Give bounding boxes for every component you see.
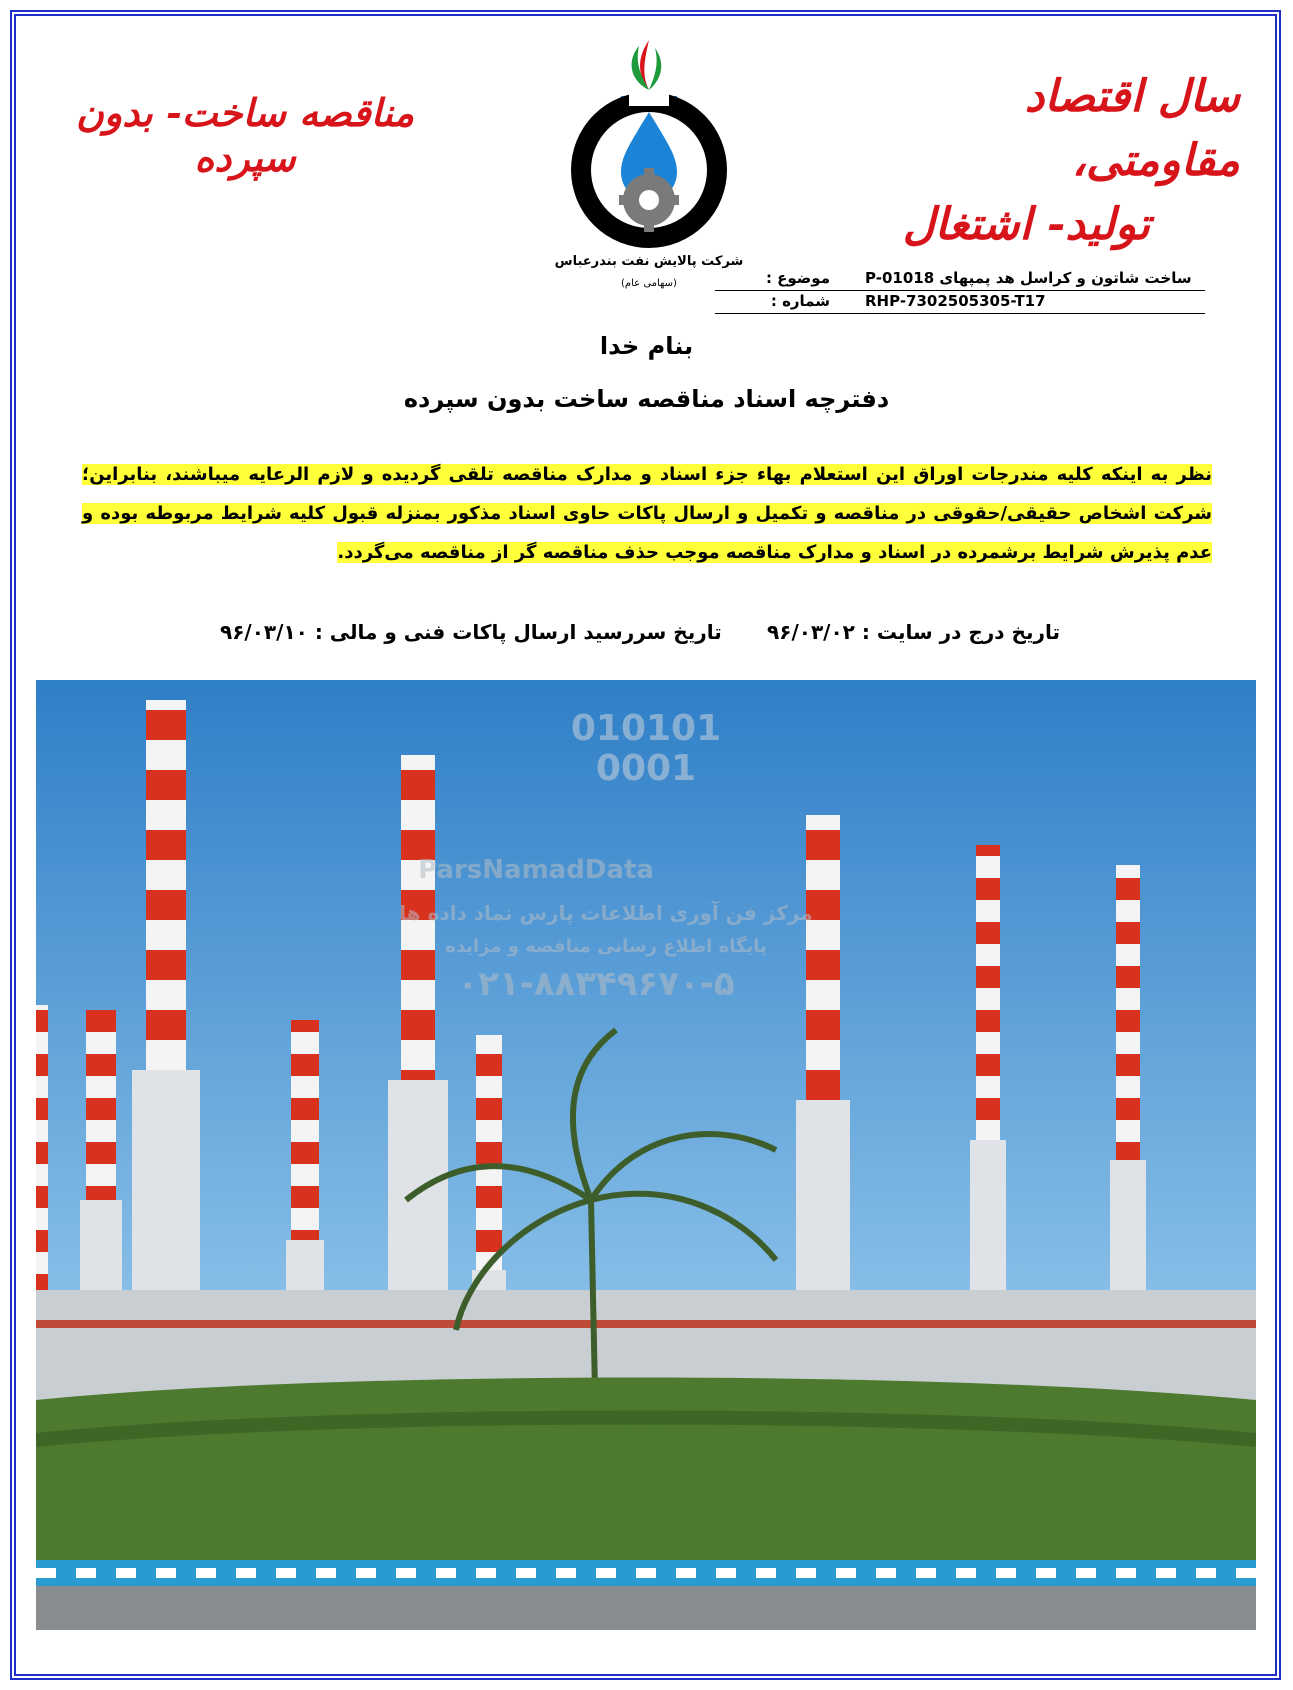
borc-logo bbox=[545, 30, 755, 305]
subject-value: P-01018 ساخت شاتون و کراسل هد پمپهای bbox=[865, 269, 1192, 287]
number-label: شماره : bbox=[770, 292, 830, 310]
number-value: RHP-7302505305-T17 bbox=[865, 292, 1046, 310]
refinery-photo bbox=[36, 680, 1256, 1630]
notice-paragraph bbox=[82, 455, 1212, 572]
year-motto bbox=[880, 65, 1240, 256]
subject-row bbox=[715, 268, 1205, 291]
publish-date: تاریخ درج در سایت : ۹۶/۰۳/۰۲ bbox=[767, 620, 1060, 644]
logo-acronym: B.O.R.C bbox=[621, 231, 677, 246]
number-row bbox=[715, 291, 1205, 314]
logo-company-name: شرکت پالایش نفت بندرعباس bbox=[554, 254, 744, 269]
subject-label: موضوع : bbox=[765, 269, 830, 287]
deadline-date: تاریخ سررسید ارسال پاکات فنی و مالی : ۹۶/۰۳/۱۰ bbox=[220, 620, 722, 644]
road bbox=[36, 1586, 1256, 1630]
notice-text: نظر به اینکه کلیه مندرجات اوراق این استعلام بهاء جزء اسناد و مدارک مناقصه تلقی گردیده و لازم الرعایه میباشند، بنابراین؛ شرکت اشخاص حقیقی/حقوقی در مناقصه و تکمیل و ارسال پاکات حاوی اسناد مذکور بمنزله قبول کلیه شرایط مربوطه بوده و عدم پذیرش شرایط برشمرده در اسناد و مدارک مناقصه موجب حذف مناقصه گر از مناقصه می‌گردد. bbox=[82, 464, 1212, 563]
watermark-subtitle: مرکز فن آوری اطلاعات پارس نماد داده ها bbox=[399, 901, 813, 925]
watermark-brand: ParsNamadData bbox=[418, 855, 654, 885]
svg-text:0001: 0001 bbox=[595, 748, 697, 789]
watermark-phone: ۰۲۱-۸۸۳۴۹۶۷۰-۵ bbox=[457, 964, 735, 1004]
tender-type: مناقصه ساخت- بدون سپرده bbox=[75, 90, 415, 180]
motto-line-2: تولید- اشتغال bbox=[902, 198, 1150, 250]
document-meta bbox=[715, 268, 1205, 314]
bismillah: بنام خدا bbox=[599, 332, 694, 360]
hedge bbox=[36, 1378, 1256, 1581]
dates-row bbox=[220, 620, 1060, 656]
motto-line-1: سال اقتصاد مقاومتی، bbox=[1024, 71, 1240, 186]
watermark-subtitle-2: پایگاه اطلاع رسانی مناقصه و مزایده bbox=[445, 936, 767, 957]
document-title: دفترچه اسناد مناقصه ساخت بدون سپرده bbox=[403, 385, 890, 413]
svg-text:010101: 010101 bbox=[570, 708, 722, 749]
logo-company-type: (سهامی عام) bbox=[621, 278, 677, 289]
